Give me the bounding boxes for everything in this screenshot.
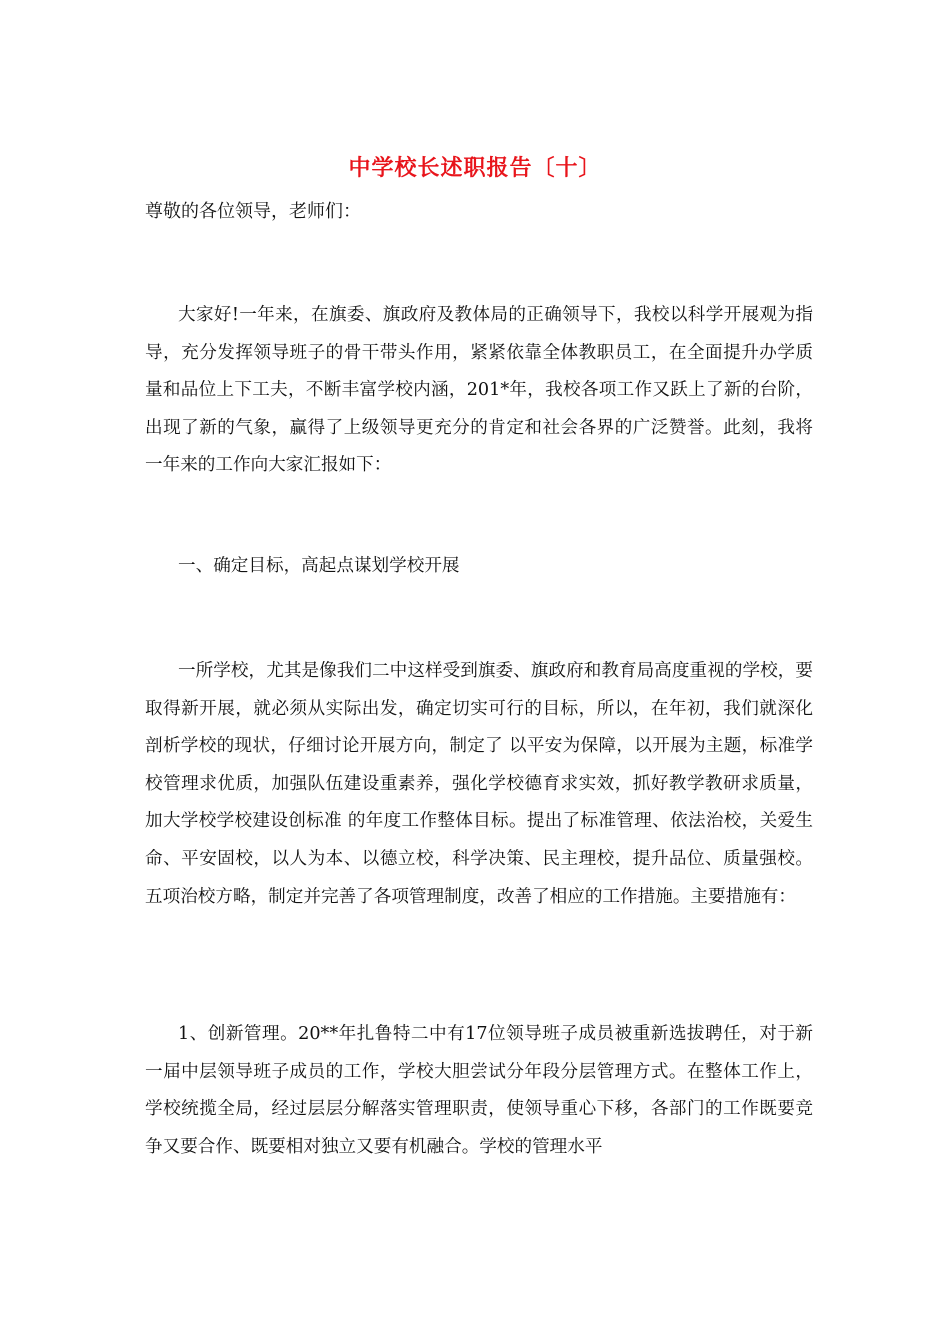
paragraph-intro: 大家好!一年来，在旗委、旗政府及教体局的正确领导下，我校以科学开展观为指导，充分发挥领导班子的骨干带头作用，紧紧依靠全体教职员工，在全面提升办学质量和品位上下工夫，不断丰富学校内涵，201*年，我校各项工作又跃上了新的台阶，出现了新的气象，赢得了上级领导更充分的肯定和社会各界的广泛赞誉。此刻，我将一年来的工作向大家汇报如下：: [145, 305, 813, 476]
section-heading-1: 一、确定目标，高起点谋划学校开展: [178, 556, 460, 576]
paragraph-goals: 一所学校，尤其是像我们二中这样受到旗委、旗政府和教育局高度重视的学校，要取得新开展，就必须从实际出发，确定切实可行的目标，所以，在年初，我们就深化剖析学校的现状，仔细讨论开展方向，制定了 以平安为保障，以开展为主题，标准学校管理求优质，加强队伍建设重素养，强化学校德育求实效，抓好教学教研求质量，加大学校学校建设创标准 的年度工作整体目标。提出了标准管理、依法治校，关爱生命、平安固校，以人为本、以德立校，科学决策、民主理校，提升品位、质量强校。 五项治校方略，制定并完善了各项管理制度，改善了相应的工作措施。主要措施有：: [145, 661, 813, 907]
paragraph-management: 1、创新管理。20**年扎鲁特二中有17位领导班子成员被重新选拔聘任，对于新一届中层领导班子成员的工作，学校大胆尝试分年段分层管理方式。在整体工作上，学校统揽全局，经过层层分解落实管理职责，使领导重心下移，各部门的工作既要竞争又要合作、既要相对独立又要有机融合。学校的管理水平: [145, 1024, 813, 1157]
document-title: 中学校长述职报告〔十〕: [348, 155, 602, 181]
salutation: 尊敬的各位领导，老师们：: [145, 201, 361, 222]
